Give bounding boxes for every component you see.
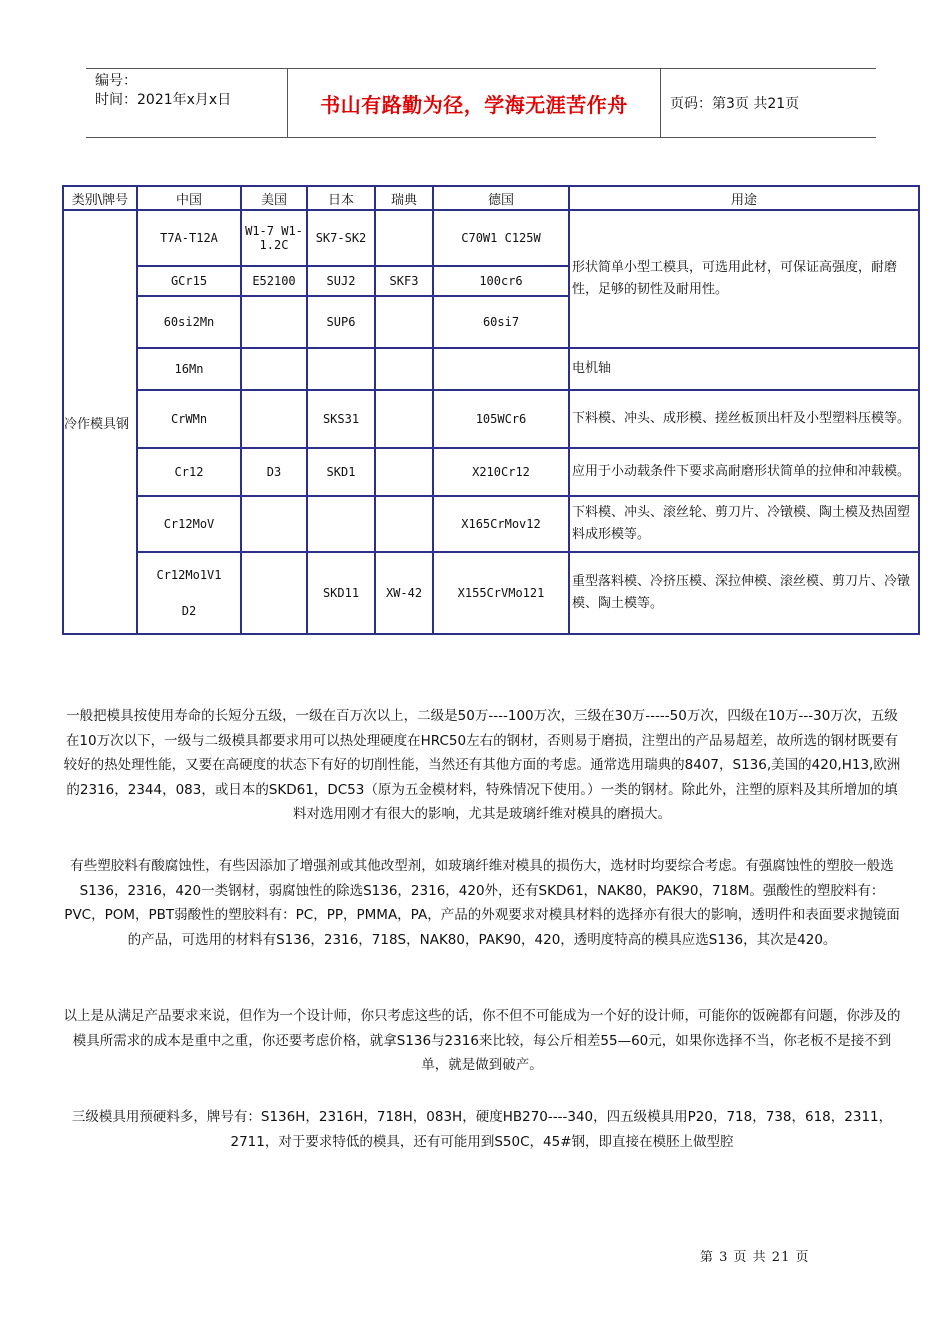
cell-germany: X165CrMov12 bbox=[433, 496, 569, 552]
cell-usa bbox=[241, 496, 307, 552]
paragraph-prehardened: 三级模具用预硬料多，牌号有：S136H，2316H，718H，083H，硬度HB270----340，四五级模具用P20，718，738，618，2311，2711，对于要求特低的模具，还有可能用到S50C，45#钢，即直接在模胚上做型腔 bbox=[71, 1109, 893, 1150]
cell-usage: 下料模、冲头、成形模、搓丝板顶出杆及小型塑料压模等。 bbox=[569, 390, 919, 448]
cell-china: Cr12MoV bbox=[137, 496, 241, 552]
header-category: 类别\牌号 bbox=[63, 186, 137, 210]
cell-germany: C70W1 C125W bbox=[433, 210, 569, 266]
cell-usage: 电机轴 bbox=[569, 348, 919, 390]
cell-sweden bbox=[375, 296, 433, 348]
cell-usa bbox=[241, 296, 307, 348]
cell-germany: X210Cr12 bbox=[433, 448, 569, 496]
cell-usage: 下料模、冲头、滚丝轮、剪刀片、冷镦模、陶土模及热固塑料成形模等。 bbox=[569, 496, 919, 552]
header-usage: 用途 bbox=[569, 186, 919, 210]
paragraph-cost: 以上是从满足产品要求来说，但作为一个设计师，你只考虑这些的话，你不但不可能成为一个好的设计师，可能你的饭碗都有问题，你涉及的模具所需求的成本是重中之重，你还要考虑价格，就拿S136与2316来比较，每公斤相差55—60元，如果你选择不当，你老板不是接不到单，就是做到破产。 bbox=[63, 1008, 901, 1073]
cell-germany: X155CrVMo121 bbox=[433, 552, 569, 634]
table-row bbox=[63, 210, 919, 266]
cell-usage: 重型落料模、冷挤压模、深拉伸模、滚丝模、剪刀片、冷镦模、陶土模等。 bbox=[569, 552, 919, 634]
header-sweden: 瑞典 bbox=[375, 186, 433, 210]
table-row bbox=[63, 448, 919, 496]
cell-japan bbox=[307, 496, 375, 552]
header-motto: 书山有路勤为径，学海无涯苦作舟 bbox=[287, 69, 661, 137]
cell-china-line1: Cr12Mo1V1 bbox=[156, 568, 222, 582]
cell-japan: SK7-SK2 bbox=[307, 210, 375, 266]
cell-china-line2: D2 bbox=[181, 604, 197, 618]
cell-china: Cr12 bbox=[137, 448, 241, 496]
cell-sweden bbox=[375, 496, 433, 552]
cell-sweden bbox=[375, 390, 433, 448]
category-cell: 冷作模具钢 bbox=[63, 210, 137, 634]
page-header bbox=[86, 68, 876, 138]
cell-japan: SKS31 bbox=[307, 390, 375, 448]
table-row bbox=[63, 390, 919, 448]
header-usa: 美国 bbox=[241, 186, 307, 210]
paragraph-mold-life: 一般把模具按使用寿命的长短分五级，一级在百万次以上，二级是50万----100万次，三级在30万-----50万次，四级在10万---30万次，五级在10万次以下，一级与二级模具都要求用可以热处理硬度在HRC50左右的钢材，否则易于磨损，注塑出的产品易超差，故所选的钢材既要有较好的热处理性能，又要在高硬度的状态下有好的切削性能，当然还有其他方面的考虑。通常选用瑞典的8407，S136,美国的420,H13,欧洲的2316，2344，083，或日本的SKD61，DC53（原为五金模材料，特殊情况下使用。）一类的钢材。除此外，注塑的原料及其所增加的填料对选用刚才有很大的影响，尤其是玻璃纤维对模具的磨损大。 bbox=[63, 708, 901, 822]
cell-japan: SKD11 bbox=[307, 552, 375, 634]
page-footer: 第 3 页 共 21 页 bbox=[700, 1250, 810, 1265]
cell-usa bbox=[241, 390, 307, 448]
cell-germany: 60si7 bbox=[433, 296, 569, 348]
cell-usage-group: 形状简单小型工模具，可选用此材，可保证高强度，耐磨性，足够的韧性及耐用性。 bbox=[569, 210, 919, 348]
table-row bbox=[63, 496, 919, 552]
cell-usage: 应用于小动载条件下要求高耐磨形状简单的拉伸和冲载模。 bbox=[569, 448, 919, 496]
cell-sweden bbox=[375, 448, 433, 496]
paragraph-corrosion: 有些塑胶料有酸腐蚀性，有些因添加了增强剂或其他改型剂，如玻璃纤维对模具的损伤大，选材时均要综合考虑。有强腐蚀性的塑胶一般选S136，2316，420一类钢材，弱腐蚀性的除选S136，2316，420外，还有SKD61，NAK80，PAK90，718M。强酸性的塑胶料有：PVC，POM，PBT弱酸性的塑胶料有：PC，PP，PMMA，PA，产品的外观要求对模具材料的选择亦有很大的影响，透明件和表面要求抛镜面的产品，可选用的材料有S136，2316，718S，NAK80，PAK90，420，透明度特高的模具应选S136，其次是420。 bbox=[64, 858, 900, 948]
cell-germany: 100cr6 bbox=[433, 266, 569, 296]
number-label: 编号： bbox=[95, 73, 137, 89]
cell-china: 60si2Mn bbox=[137, 296, 241, 348]
cell-sweden: XW-42 bbox=[375, 552, 433, 634]
cell-japan bbox=[307, 348, 375, 390]
cell-sweden: SKF3 bbox=[375, 266, 433, 296]
header-germany: 德国 bbox=[433, 186, 569, 210]
cell-usa: W1-7 W1-1.2C bbox=[241, 210, 307, 266]
cell-japan: SKD1 bbox=[307, 448, 375, 496]
cell-usa: E52100 bbox=[241, 266, 307, 296]
header-japan: 日本 bbox=[307, 186, 375, 210]
header-page-label: 页码：第3页 共21页 bbox=[670, 96, 800, 112]
time-label: 时间：2021年x月x日 bbox=[95, 92, 232, 108]
steel-grade-table bbox=[62, 185, 920, 635]
cell-china: GCr15 bbox=[137, 266, 241, 296]
cell-germany bbox=[433, 348, 569, 390]
header-china: 中国 bbox=[137, 186, 241, 210]
cell-usa bbox=[241, 552, 307, 634]
cell-china bbox=[137, 552, 241, 634]
cell-japan: SUP6 bbox=[307, 296, 375, 348]
cell-usa: D3 bbox=[241, 448, 307, 496]
cell-sweden bbox=[375, 348, 433, 390]
cell-japan: SUJ2 bbox=[307, 266, 375, 296]
header-meta bbox=[86, 69, 287, 137]
cell-sweden bbox=[375, 210, 433, 266]
table-row bbox=[63, 348, 919, 390]
cell-usa bbox=[241, 348, 307, 390]
cell-china: T7A-T12A bbox=[137, 210, 241, 266]
cell-germany: 105WCr6 bbox=[433, 390, 569, 448]
cell-china: CrWMn bbox=[137, 390, 241, 448]
cell-china: 16Mn bbox=[137, 348, 241, 390]
table-header-row bbox=[63, 186, 919, 210]
table-row bbox=[63, 552, 919, 634]
